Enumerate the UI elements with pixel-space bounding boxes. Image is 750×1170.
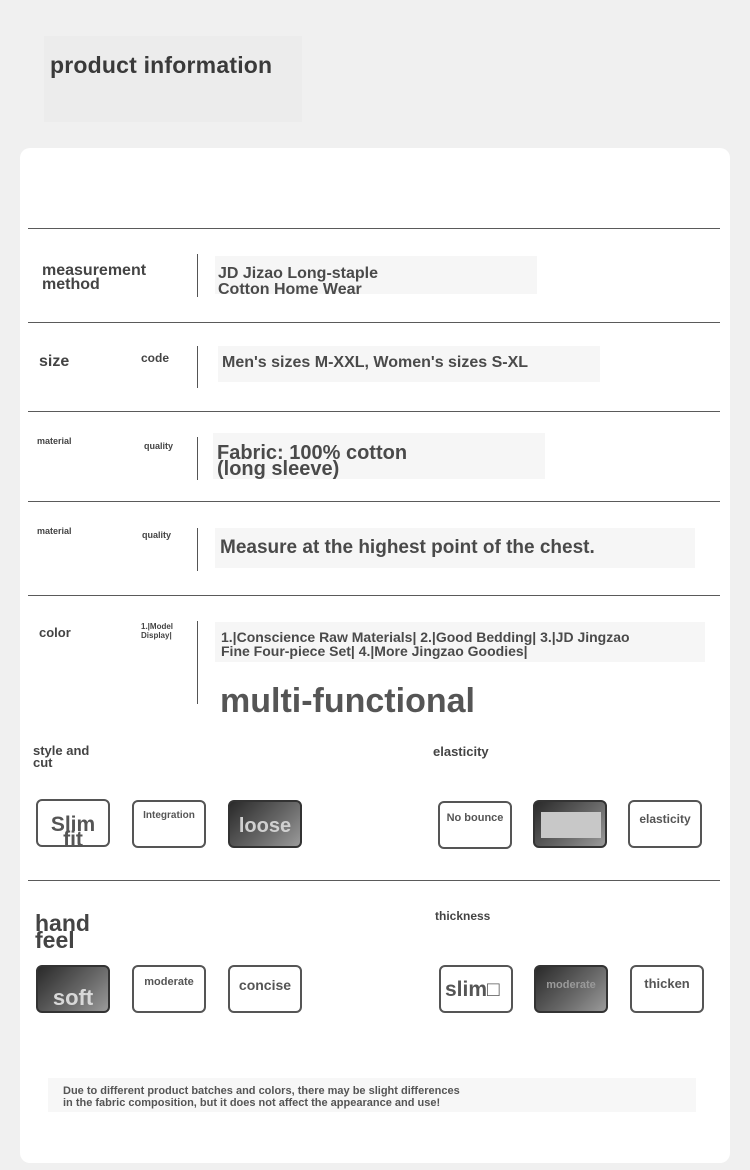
header-box [44, 36, 302, 122]
feature-heading: multi-functional [220, 682, 475, 720]
option-slim[interactable]: slim□ [439, 965, 513, 1013]
option-integration[interactable]: Integration [132, 800, 206, 848]
row-sublabel: quality [144, 441, 174, 451]
option-slim-fit[interactable]: Slim fit [36, 799, 110, 847]
option-soft[interactable]: soft [36, 965, 110, 1013]
divider [28, 595, 720, 596]
column-divider [197, 346, 198, 388]
option-image [244, 989, 288, 1007]
row-sublabel: 1.|Model Display| [141, 622, 174, 640]
row-value: JD Jizao Long-staple Cotton Home Wear [215, 256, 537, 294]
row-sublabel: code [141, 351, 170, 365]
thickness-title: thickness [435, 909, 491, 923]
option-image [541, 812, 601, 838]
divider [28, 322, 720, 323]
option-medium-bounce[interactable] [533, 800, 607, 848]
option-image [454, 825, 498, 843]
row-label: size [39, 353, 70, 370]
disclaimer-text: Due to different product batches and colors, there may be slight differences in the fabric composition, but it does not affect the appearance and use! [63, 1085, 460, 1110]
option-loose[interactable]: loose [228, 800, 302, 848]
row-value: 1.|Conscience Raw Materials| 2.|Good Bedding| 3.|JD Jingzao Fine Four-piece Set| 4.|More Jingzao Goodies| [215, 622, 705, 662]
row-label: material [37, 436, 72, 446]
row-label: color [39, 625, 71, 640]
column-divider [197, 621, 198, 704]
column-divider [197, 254, 198, 297]
divider [28, 411, 720, 412]
option-concise[interactable]: concise [228, 965, 302, 1013]
divider [28, 880, 720, 881]
row-value: Fabric: 100% cotton (long sleeve) [213, 433, 545, 479]
option-thicken[interactable]: thicken [630, 965, 704, 1013]
row-label: measurement method [42, 262, 147, 293]
option-moderate-thickness[interactable]: moderate [534, 965, 608, 1013]
option-image [644, 824, 688, 842]
option-image [148, 989, 192, 1007]
option-image [148, 824, 192, 842]
option-elasticity[interactable]: elasticity [628, 800, 702, 848]
row-sublabel: quality [142, 530, 172, 540]
option-image [646, 989, 690, 1007]
style-cut-title: style and cut [33, 743, 90, 771]
column-divider [197, 528, 198, 571]
elasticity-title: elasticity [433, 744, 489, 759]
disclaimer-note [48, 1078, 696, 1112]
column-divider [197, 437, 198, 480]
option-no-bounce[interactable]: No bounce [438, 801, 512, 849]
divider [28, 228, 720, 229]
hand-feel-title: hand feel [35, 910, 90, 954]
divider [28, 501, 720, 502]
page-title: product information [50, 52, 273, 78]
row-value: Men's sizes M-XXL, Women's sizes S-XL [218, 346, 600, 382]
option-moderate[interactable]: moderate [132, 965, 206, 1013]
row-label: material [37, 526, 72, 536]
row-value: Measure at the highest point of the chest. [215, 528, 695, 568]
